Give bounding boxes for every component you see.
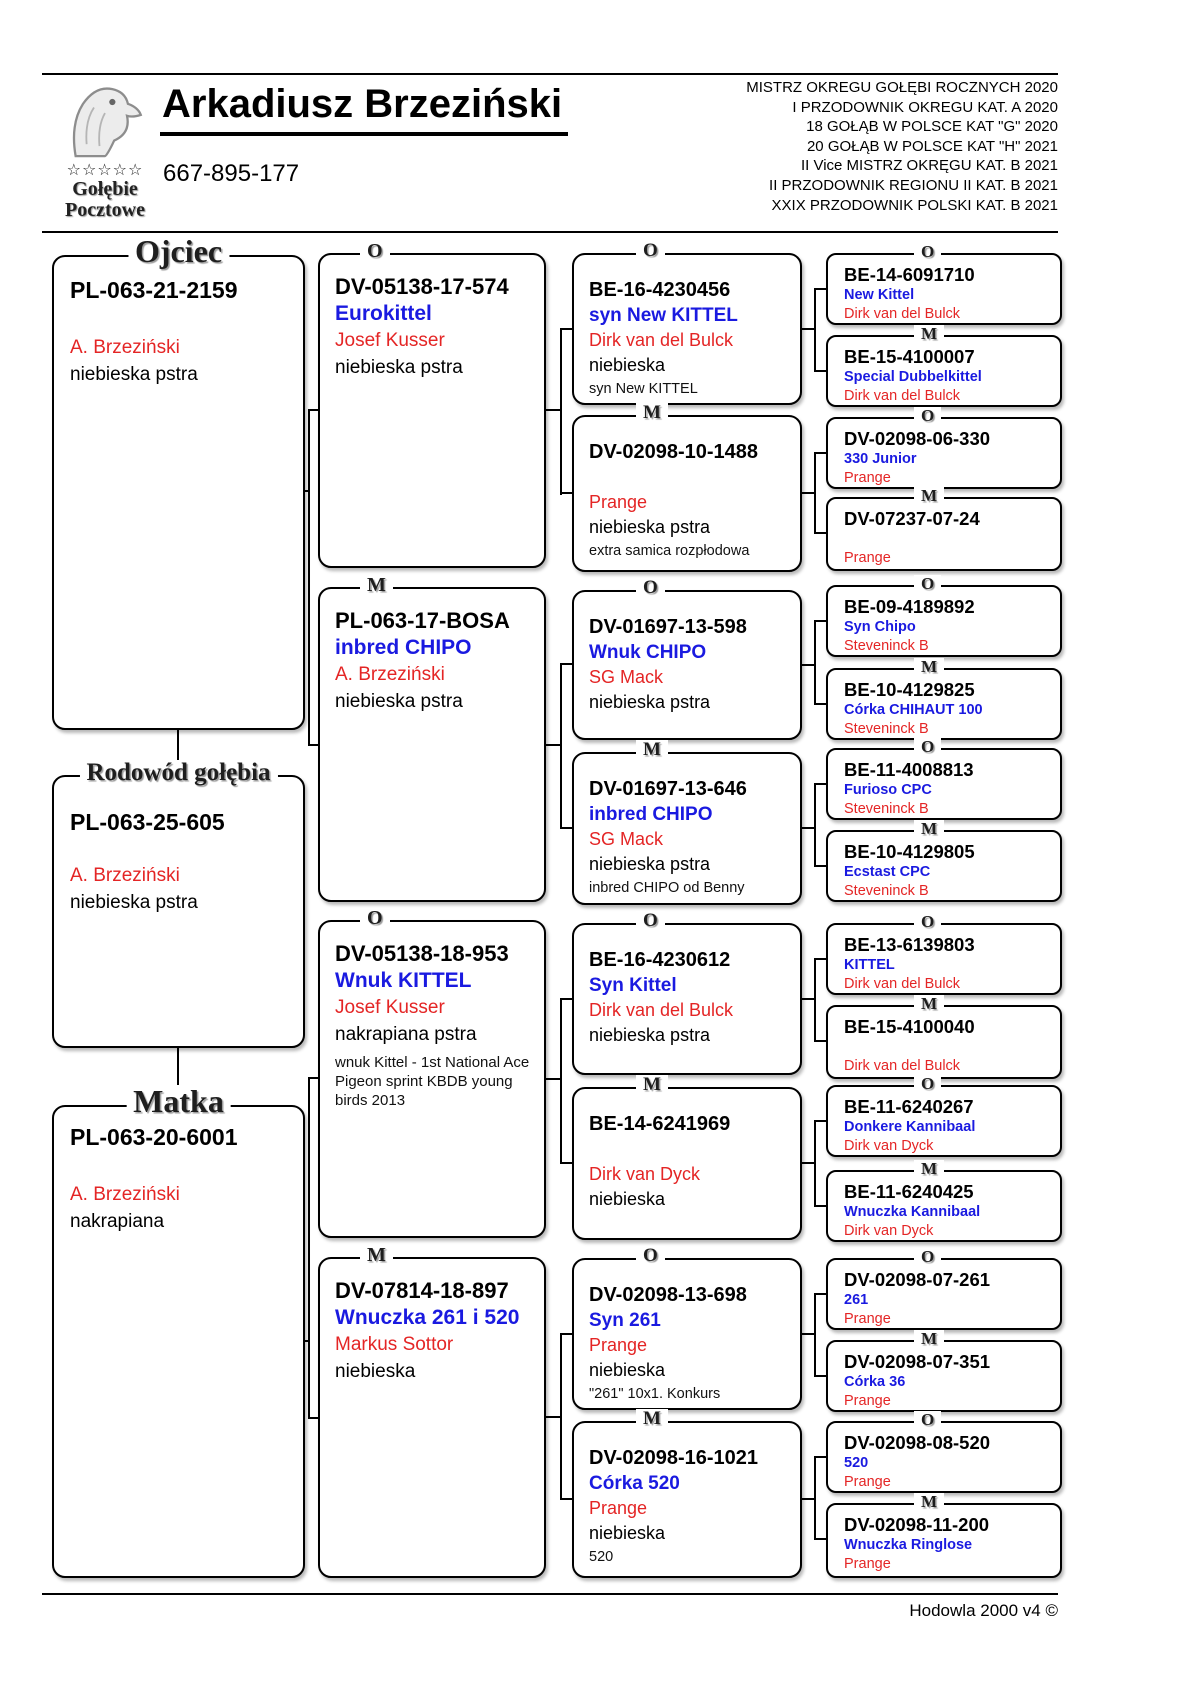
sex-label: M xyxy=(914,658,944,675)
color-description: niebieska pstra xyxy=(335,691,463,712)
pedigree-box xyxy=(826,574,1062,657)
pigeon-name: Donkere Kannibaal xyxy=(844,1119,976,1135)
pedigree-box xyxy=(318,240,546,568)
owner-name: A. Brzeziński xyxy=(335,664,445,685)
ring-number: DV-02098-08-520 xyxy=(844,1432,991,1453)
achievement-line: II Vice MISTRZ OKRĘGU KAT. B 2021 xyxy=(800,157,1058,175)
sex-label: O xyxy=(636,1246,665,1265)
pedigree-box xyxy=(826,406,1062,489)
ring-number: DV-02098-11-200 xyxy=(844,1514,990,1535)
connector-line xyxy=(560,663,562,829)
color-description: niebieska pstra xyxy=(70,364,198,385)
sex-label: O xyxy=(914,1411,941,1428)
sex-label: M xyxy=(636,1409,668,1428)
owner-name: Josef Kusser xyxy=(335,330,445,351)
sex-label: O xyxy=(636,578,665,597)
pedigree-box xyxy=(826,994,1062,1079)
pedigree-box xyxy=(826,1329,1062,1412)
pedigree-box-subject xyxy=(52,759,305,1048)
note: 520 xyxy=(589,1549,614,1565)
pigeon-name: 261 xyxy=(844,1292,869,1308)
connector-line xyxy=(560,328,562,495)
note: inbred CHIPO od Benny xyxy=(589,880,745,896)
color-description: niebieska pstra xyxy=(589,517,711,537)
sex-label: O xyxy=(636,241,665,260)
ring-number: DV-01697-13-646 xyxy=(589,778,747,800)
connector-line xyxy=(814,958,816,1042)
sex-label: M xyxy=(914,1493,944,1510)
owner-name: Markus Sottor xyxy=(335,1334,454,1355)
pedigree-box xyxy=(826,486,1062,571)
pigeon-name: inbred CHIPO xyxy=(335,636,472,659)
sex-label: O xyxy=(360,908,390,928)
pigeon-name: 330 Junior xyxy=(844,451,917,467)
sex-label: M xyxy=(914,487,944,504)
owner-name: Steveninck B xyxy=(844,638,929,654)
owner-name: Dirk van del Bulck xyxy=(844,306,961,322)
pigeon-logo xyxy=(53,80,157,221)
sex-label: O xyxy=(636,911,665,930)
pedigree-box xyxy=(826,737,1062,820)
pedigree-box xyxy=(826,1159,1062,1242)
owner-name: Dirk van Dyck xyxy=(589,1164,701,1184)
owner-name: SG Mack xyxy=(589,667,664,687)
note: syn New KITTEL xyxy=(589,381,698,397)
pigeon-name: Wnuk KITTEL xyxy=(335,969,472,992)
achievement-line: II PRZODOWNIK REGIONU II KAT. B 2021 xyxy=(769,176,1058,194)
ring-number: DV-02098-16-1021 xyxy=(589,1447,759,1469)
pigeon-name: Wnuczka Ringlose xyxy=(844,1537,973,1553)
pedigree-box xyxy=(318,907,546,1238)
owner-name: Steveninck B xyxy=(844,801,929,817)
ring-number: BE-14-6241969 xyxy=(589,1113,731,1135)
pigeon-name: Córka 36 xyxy=(844,1374,906,1390)
ring-number: BE-13-6139803 xyxy=(844,934,975,955)
ring-number: DV-07814-18-897 xyxy=(335,1278,509,1303)
pedigree-box xyxy=(826,1492,1062,1578)
pigeon-name: syn New KITTEL xyxy=(589,305,738,326)
ring-number: BE-16-4230612 xyxy=(589,949,731,971)
header-top-rule xyxy=(42,73,1058,75)
ring-number: PL-063-21-2159 xyxy=(70,277,238,303)
pigeon-name: KITTEL xyxy=(844,957,895,973)
ring-number: DV-02098-13-698 xyxy=(589,1284,747,1306)
color-description: niebieska xyxy=(335,1361,416,1382)
pedigree-box-mother xyxy=(52,1083,305,1578)
owner-name: Prange xyxy=(844,550,891,566)
color-description: niebieska pstra xyxy=(589,1025,711,1045)
owner-name: Prange xyxy=(844,1393,891,1409)
sex-label: O xyxy=(914,913,941,930)
pedigree-box xyxy=(572,402,802,572)
pigeon-name: Furioso CPC xyxy=(844,782,932,798)
owner-name: A. Brzeziński xyxy=(70,865,180,886)
pigeon-name: Córka 520 xyxy=(589,1473,680,1494)
note: "261" 10x1. Konkurs xyxy=(589,1386,721,1402)
sex-label: M xyxy=(360,575,393,595)
owner-name: A. Brzeziński xyxy=(70,337,180,358)
ring-number: BE-14-6091710 xyxy=(844,264,975,285)
pigeon-name: Syn 261 xyxy=(589,1310,661,1331)
ring-number: BE-09-4189892 xyxy=(844,596,975,617)
pigeon-name: Eurokittel xyxy=(335,302,432,325)
logo-caption-line2: Pocztowe xyxy=(65,199,145,221)
ring-number: PL-063-20-6001 xyxy=(70,1124,238,1150)
color-description: niebieska pstra xyxy=(589,692,711,712)
pedigree-box xyxy=(572,910,802,1075)
pigeon-name: Córka CHIHAUT 100 xyxy=(844,702,983,718)
connector-line xyxy=(814,783,816,867)
connector-line xyxy=(814,1293,816,1377)
achievements-list xyxy=(498,78,1058,215)
ring-number: BE-15-4100007 xyxy=(844,346,975,367)
ring-number: DV-05138-18-953 xyxy=(335,941,509,966)
pedigree-box xyxy=(826,242,1062,325)
pedigree-box xyxy=(572,1408,802,1578)
connector-line xyxy=(308,409,310,746)
ring-number: BE-11-6240425 xyxy=(844,1181,974,1202)
pigeon-name: inbred CHIPO xyxy=(589,804,713,825)
owner-name: Josef Kusser xyxy=(335,997,445,1018)
owner-name: Prange xyxy=(844,1474,891,1490)
ring-number: BE-15-4100040 xyxy=(844,1016,975,1037)
connector-line xyxy=(308,1078,310,1419)
color-description: niebieska pstra xyxy=(589,854,711,874)
owner-name: Dirk van del Bulck xyxy=(844,1058,961,1074)
pigeon-name: Wnuczka Kannibaal xyxy=(844,1204,981,1220)
sex-label: O xyxy=(914,1075,941,1092)
sex-label: M xyxy=(914,1330,944,1347)
color-description: niebieska pstra xyxy=(70,892,198,913)
color-description: niebieska pstra xyxy=(335,357,463,378)
ring-number: DV-02098-10-1488 xyxy=(589,441,759,463)
footer-rule xyxy=(42,1593,1058,1595)
ring-number: DV-02098-06-330 xyxy=(844,428,991,449)
color-description: niebieska xyxy=(589,1360,666,1380)
owner-name: Steveninck B xyxy=(844,883,929,899)
ring-number: DV-01697-13-598 xyxy=(589,616,747,638)
pigeon-name: Ecstast CPC xyxy=(844,864,931,880)
pigeon-name: Wnuk CHIPO xyxy=(589,642,707,663)
ring-number: PL-063-17-BOSA xyxy=(335,608,510,633)
pedigree-box xyxy=(826,1410,1062,1493)
owner-name: Dirk van del Bulck xyxy=(844,976,961,992)
software-credit: Hodowla 2000 v4 © xyxy=(909,1601,1058,1620)
color-description: nakrapiana xyxy=(70,1211,165,1232)
owner-name: Prange xyxy=(589,492,648,512)
owner-name: SG Mack xyxy=(589,829,664,849)
sex-label: M xyxy=(636,1075,668,1094)
sex-label: O xyxy=(914,407,941,424)
box-title: Rodowód gołębia xyxy=(79,760,277,785)
connector-line xyxy=(814,620,816,705)
logo-caption-line1: Gołębie xyxy=(72,178,138,200)
owner-name: Prange xyxy=(844,1311,891,1327)
owner-name: Dirk van del Bulck xyxy=(589,330,734,350)
ring-number: BE-11-4008813 xyxy=(844,759,974,780)
achievement-line: MISTRZ OKREGU GOŁĘBI ROCZNYCH 2020 xyxy=(746,79,1058,96)
pedigree-box xyxy=(572,739,802,905)
pigeon-name: Wnuczka 261 i 520 xyxy=(335,1306,520,1329)
ring-number: DV-02098-07-261 xyxy=(844,1269,991,1290)
owner-name: Prange xyxy=(844,470,891,486)
pedigree-box xyxy=(572,240,802,405)
connector-line xyxy=(560,998,562,1164)
owner-name: Prange xyxy=(589,1498,648,1518)
pedigree-box xyxy=(572,1074,802,1240)
pigeon-name xyxy=(844,530,1054,549)
achievement-line: XXIX PRZODOWNIK POLSKI KAT. B 2021 xyxy=(771,196,1058,214)
sex-label: M xyxy=(914,820,944,837)
pedigree-box xyxy=(318,574,546,902)
pedigree-box xyxy=(572,577,802,740)
ring-number: BE-11-6240267 xyxy=(844,1096,974,1117)
achievement-line: 20 GOŁĄB W POLSCE KAT "H" 2021 xyxy=(806,137,1058,155)
pedigree-box xyxy=(826,324,1062,407)
sex-label: M xyxy=(360,1245,393,1265)
pedigree-box xyxy=(572,1245,802,1410)
owner-name: Prange xyxy=(844,1556,891,1572)
stars-icon: ☆☆☆☆☆ xyxy=(66,162,144,179)
pigeon-head-icon xyxy=(59,80,151,158)
breeder-name: Arkadiusz Brzeziński xyxy=(160,82,568,136)
ring-number: DV-05138-17-574 xyxy=(335,274,509,299)
pigeon-name xyxy=(589,465,792,490)
pigeon-name: Special Dubbelkittel xyxy=(844,369,982,385)
pedigree-box xyxy=(826,912,1062,995)
ring-number: DV-02098-07-351 xyxy=(844,1351,991,1372)
owner-name: Dirk van del Bulck xyxy=(589,1000,734,1020)
pedigree-box xyxy=(826,819,1062,902)
sex-label: O xyxy=(914,575,941,592)
color-description: niebieska xyxy=(589,1523,666,1543)
sex-label: O xyxy=(914,738,941,755)
owner-name: Dirk van del Bulck xyxy=(844,388,961,404)
pedigree-box xyxy=(318,1244,546,1578)
achievement-line: I PRZODOWNIK OKREGU KAT. A 2020 xyxy=(792,98,1058,116)
color-description: nakrapiana pstra xyxy=(335,1024,477,1045)
owner-name: Steveninck B xyxy=(844,721,929,737)
sex-label: M xyxy=(636,403,668,422)
owner-name: A. Brzeziński xyxy=(70,1184,180,1205)
color-description: niebieska xyxy=(589,1189,666,1209)
box-title: Ojciec xyxy=(128,235,229,267)
pigeon-name xyxy=(589,1137,792,1162)
pigeon-name: Syn Chipo xyxy=(844,619,916,635)
sex-label: M xyxy=(914,995,944,1012)
achievement-line: 18 GOŁĄB W POLSCE KAT "G" 2020 xyxy=(806,118,1058,136)
note: wnuk Kittel - 1st National Ace Pigeon sprint KBDB young birds 2013 xyxy=(335,1054,530,1109)
ring-number: PL-063-25-605 xyxy=(70,809,225,835)
box-title: Matka xyxy=(126,1085,231,1117)
ring-number: DV-07237-07-24 xyxy=(844,508,980,529)
phone-number: 667-895-177 xyxy=(163,160,300,187)
sex-label: M xyxy=(636,740,668,759)
pedigree-box xyxy=(826,1074,1062,1157)
pedigree-box xyxy=(826,1247,1062,1330)
note: extra samica rozpłodowa xyxy=(589,543,750,559)
pedigree-box-father xyxy=(52,233,305,730)
pigeon-name: Syn Kittel xyxy=(589,975,677,996)
connector-line xyxy=(814,288,816,372)
ring-number: BE-10-4129825 xyxy=(844,679,975,700)
pigeon-name: New Kittel xyxy=(844,287,915,303)
sex-label: O xyxy=(914,1248,941,1265)
owner-name: Prange xyxy=(589,1335,648,1355)
pedigree-box xyxy=(826,657,1062,740)
owner-name: Dirk van Dyck xyxy=(844,1223,934,1239)
ring-number: BE-16-4230456 xyxy=(589,279,731,301)
ring-number: BE-10-4129805 xyxy=(844,841,975,862)
sex-label: O xyxy=(914,243,941,260)
sex-label: M xyxy=(914,325,944,342)
sex-label: O xyxy=(360,241,390,261)
pigeon-name: 520 xyxy=(844,1455,869,1471)
sex-label: M xyxy=(914,1160,944,1177)
pigeon-name xyxy=(844,1038,1054,1057)
owner-name: Dirk van Dyck xyxy=(844,1138,934,1154)
color-description: niebieska xyxy=(589,355,666,375)
